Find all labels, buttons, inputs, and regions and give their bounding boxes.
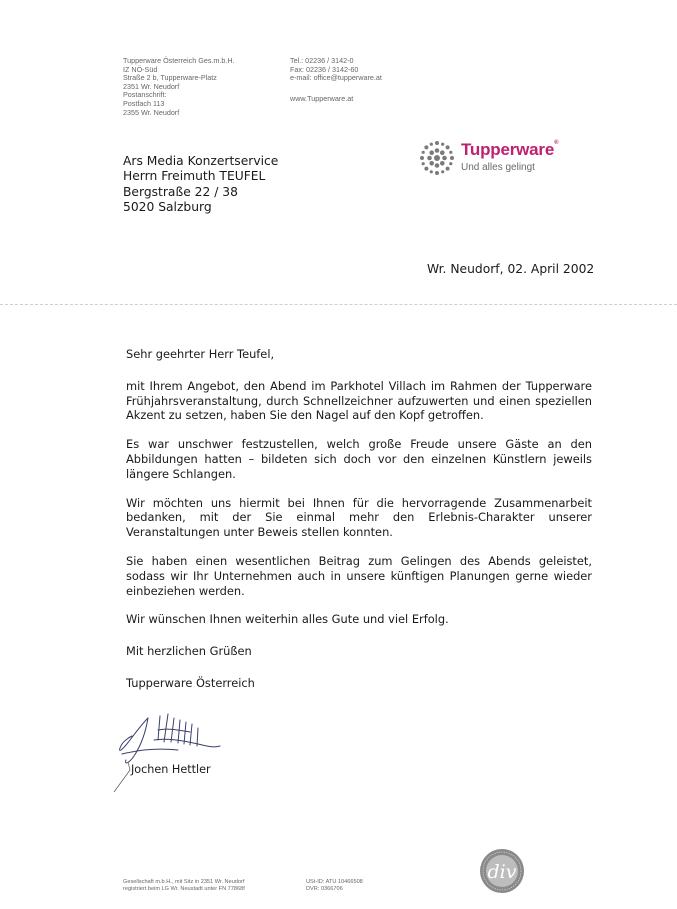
body-paragraph: mit Ihrem Angebot, den Abend im Parkhotel Villach im Rahmen der Tupperware Frühjahrsveranstaltung, durch Schnellzeichner aufzuwerten und einen speziellen Akzent zu setzen, haben Sie den Nagel auf den Kopf getroffen.	[126, 378, 592, 423]
footer-tax-ids	[306, 879, 363, 893]
body-paragraph: Sie haben einen wesentlichen Beitrag zum Gelingen des Abends geleistet, sodass wir Ihr Unternehmen auch in unsere künftigen Planungen gerne wieder einbeziehen werden.	[126, 553, 592, 598]
flower-emblem-icon	[417, 138, 457, 178]
sender-address	[123, 57, 235, 117]
contact-info	[290, 57, 382, 103]
body-paragraph: Wir möchten uns hiermit bei Ihnen für die hervorragende Zusammenarbeit bedanken, mit der Sie einmal mehr den Erlebnis-Charakter unserer Veranstaltungen unter Beweis stellen konnten.	[126, 495, 592, 540]
signer-name: Jochen Hettler	[131, 763, 211, 776]
brand-name: Tupperware®	[461, 140, 559, 159]
sender-line: Postfach 113	[123, 98, 165, 108]
website: www.Tupperware.at	[290, 93, 354, 103]
certification-seal-icon	[479, 848, 525, 894]
recipient-line: Ars Media Konzertservice	[123, 154, 279, 168]
salutation: Sehr geehrter Herr Teufel,	[126, 347, 275, 361]
body-paragraph: Wir wünschen Ihnen weiterhin alles Gute und viel Erfolg.	[126, 612, 449, 627]
footer-registration	[123, 879, 245, 893]
recipient-line: Bergstraße 22 / 38	[123, 184, 238, 199]
sender-line: Postanschrift:	[123, 90, 167, 100]
recipient-line: 5020 Salzburg	[123, 200, 212, 215]
footer-line: DVR: 0366706	[306, 885, 343, 892]
footer-line: registriert beim LG Wr. Neustadt unter FN 77868f	[123, 885, 245, 892]
sender-line: Tupperware Österreich Ges.m.b.H.	[123, 56, 235, 65]
tupperware-logo	[415, 134, 585, 182]
brand-tagline: Und alles gelingt	[461, 162, 535, 173]
letter-date: Wr. Neudorf, 02. April 2002	[427, 262, 595, 276]
sender-line: IZ NÖ-Süd	[123, 64, 158, 74]
recipient-address	[123, 154, 278, 216]
sender-line: 2355 Wr. Neudorf	[123, 107, 180, 117]
recipient-line: Herrn Freimuth TEUFEL	[123, 169, 266, 184]
company-name: Tupperware Österreich	[126, 675, 255, 690]
handwritten-signature	[108, 710, 248, 795]
footer-line: USt-ID: ATU 10466508	[306, 879, 363, 885]
fold-line	[0, 304, 677, 305]
letter-body	[126, 347, 592, 705]
phone-number: Tel.: 02236 / 3142-0	[290, 56, 354, 65]
email-address: e-mail: office@tupperware.at	[290, 73, 382, 83]
footer-line: Gesellschaft m.b.H., mit Sitz in 2351 Wr. Neudorf	[123, 879, 245, 885]
closing: Mit herzlichen Grüßen	[126, 644, 252, 659]
seal-text: div	[487, 861, 517, 883]
sender-line: Straße 2 b, Tupperware-Platz	[123, 73, 217, 83]
body-paragraph: Es war unschwer festzustellen, welch große Freude unsere Gäste an den Abbildungen hatten – bildeten sich doch vor den einzelnen Künstlern jeweils längere Schlangen.	[126, 437, 592, 481]
fax-number: Fax: 02236 / 3142-60	[290, 64, 359, 74]
sender-line: 2351 Wr. Neudorf	[123, 81, 180, 91]
